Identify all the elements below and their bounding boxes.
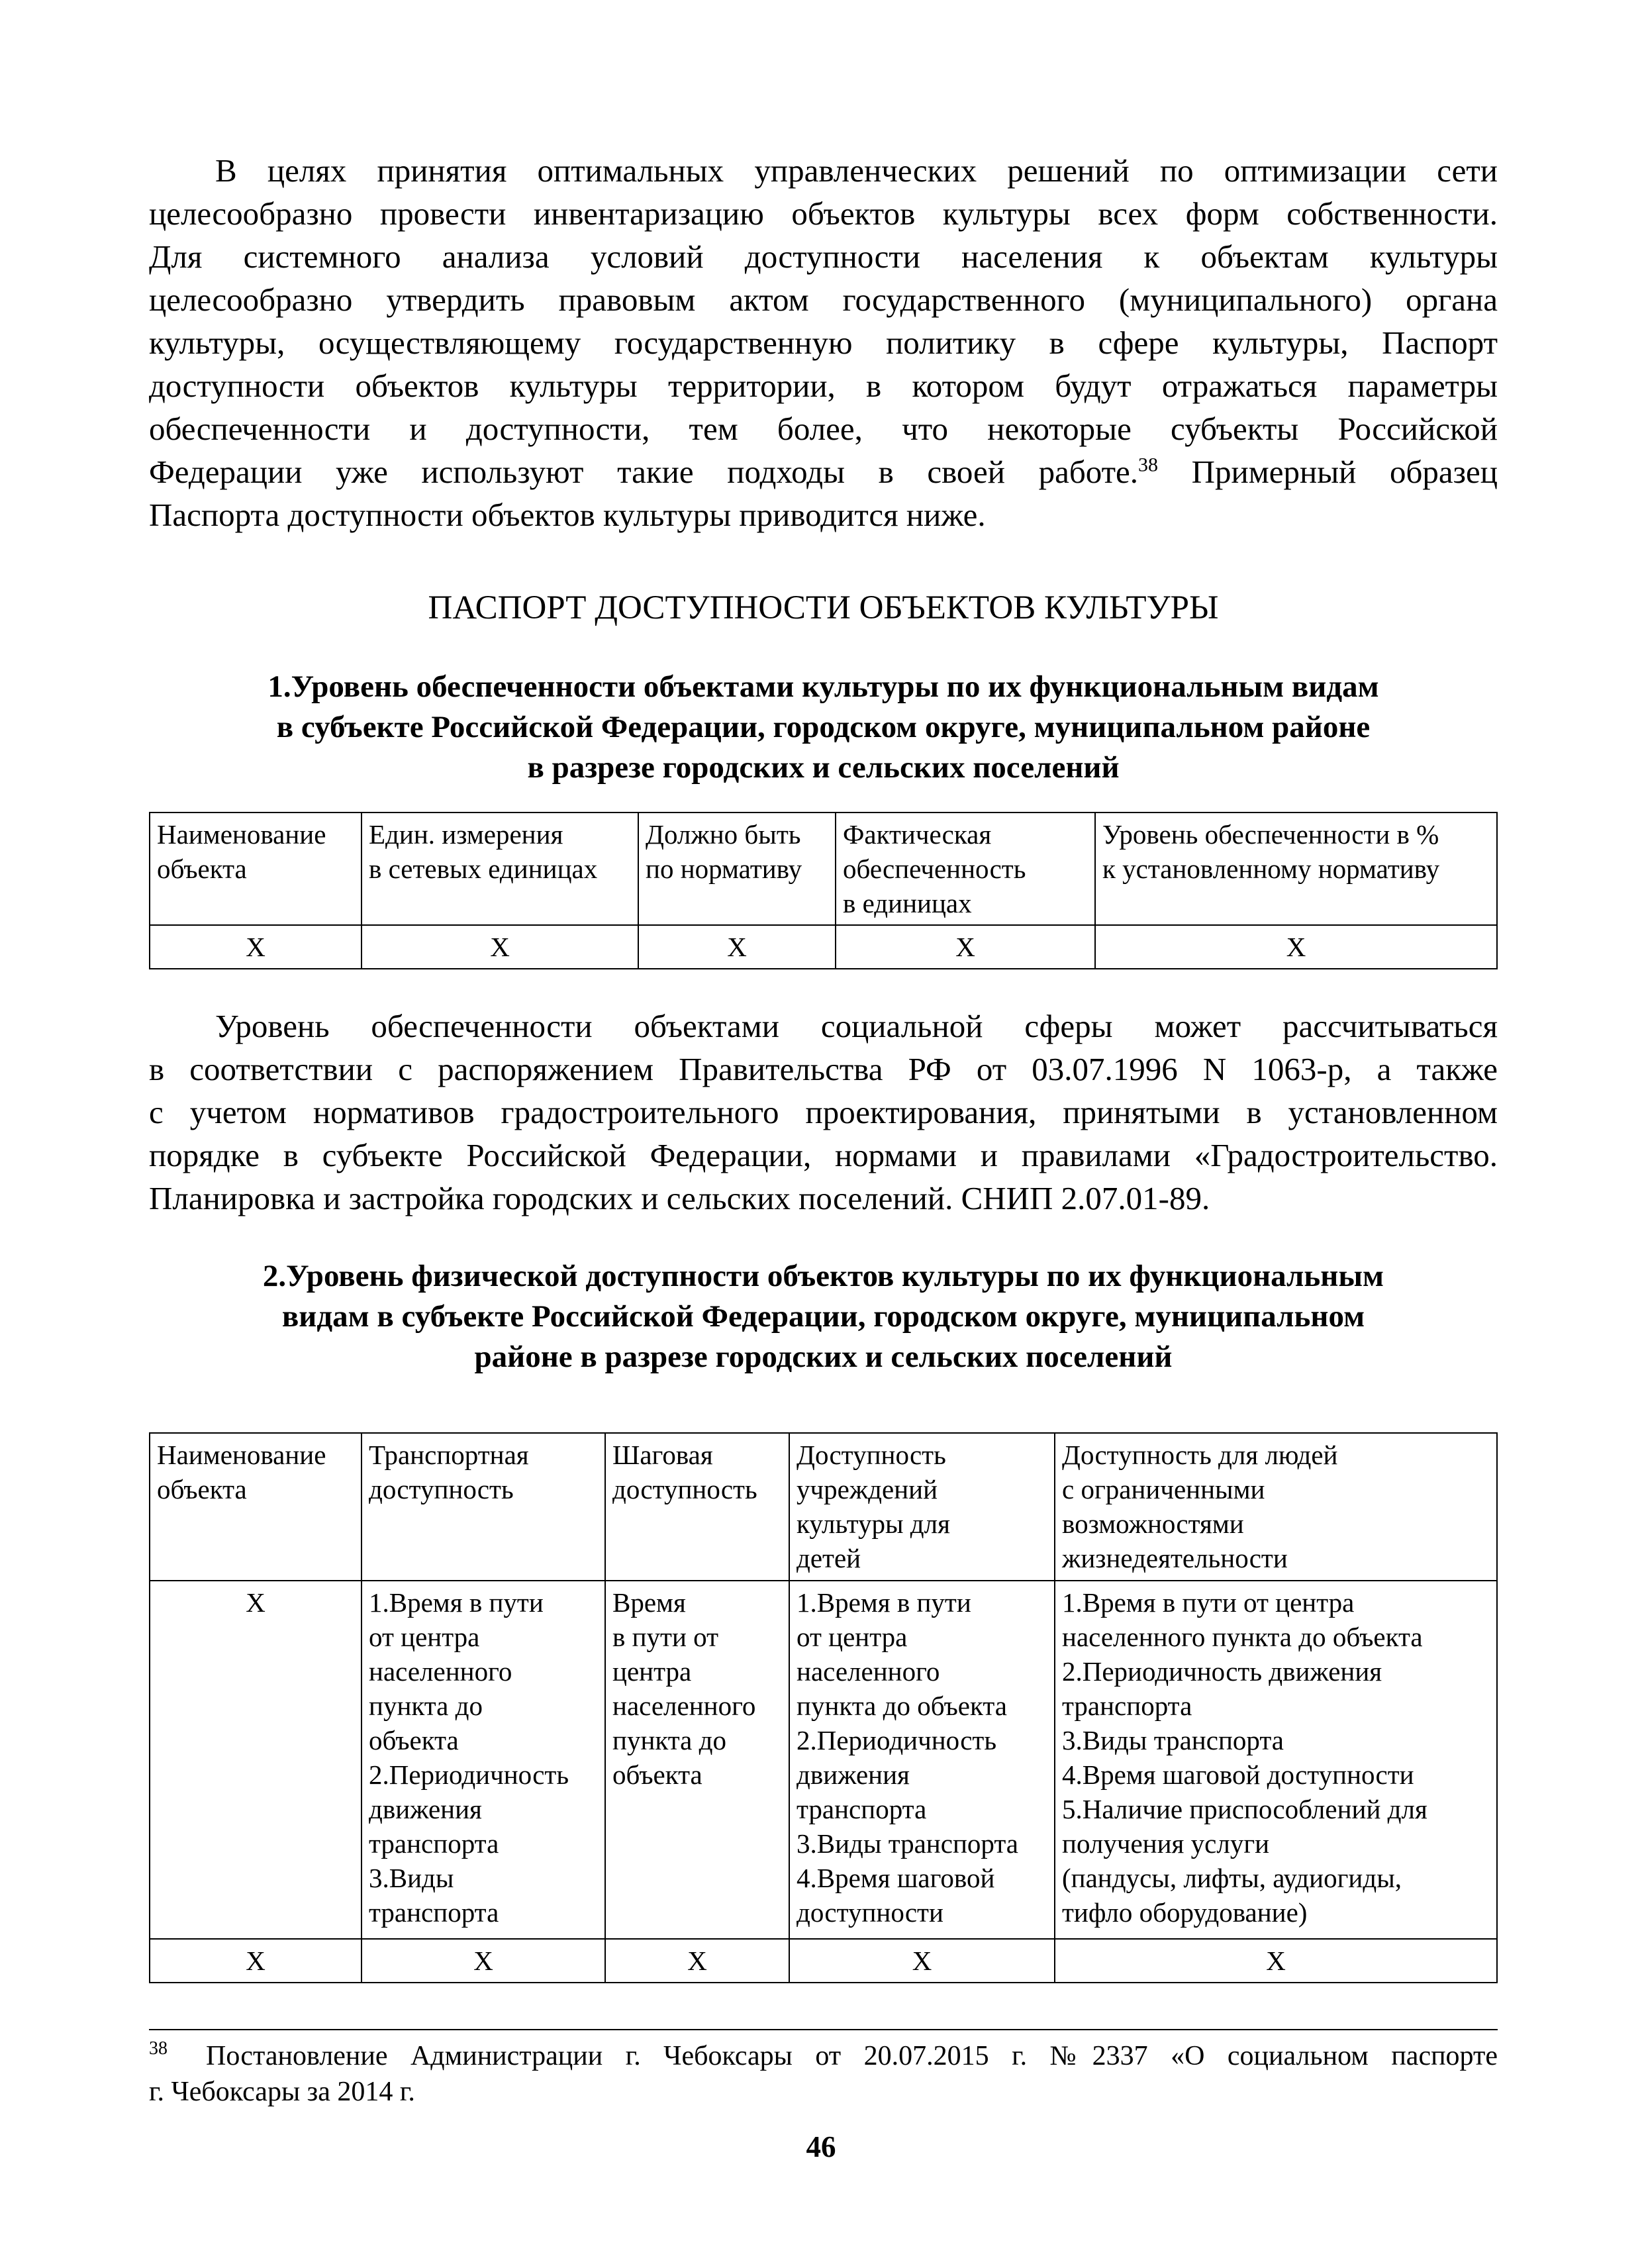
table-cell: X: [362, 1939, 605, 1983]
header-cell: [605, 1433, 789, 1581]
table-cell: X: [1095, 925, 1497, 969]
cell-text-line: 5.Наличие приспособлений для: [1062, 1794, 1427, 1824]
heading-line: видам в субъекте Российской Федерации, городском округе, муниципальном: [281, 1299, 1365, 1334]
cell-text-line: 2.Периодичность: [797, 1725, 997, 1755]
table-cell: X: [1055, 1939, 1497, 1983]
cell-text-line: возможностями: [1062, 1508, 1244, 1539]
footnote-line: г. Чебоксары за 2014 г.: [149, 2077, 415, 2107]
cell-text-line: Шаговая: [612, 1440, 713, 1470]
cell-text-line: населенного пункта до объекта: [1062, 1622, 1423, 1652]
text-line: В целях принятия оптимальных управленческих решений по оптимизации сети: [215, 152, 1498, 189]
cell-text-line: Фактическая: [843, 819, 992, 850]
cell-text-line: 1.Время в пути от центра: [1062, 1587, 1355, 1618]
text-line: обеспеченности и доступности, тем более, что некоторые субъекты Российской: [149, 411, 1498, 447]
cell-text-line: объекта: [369, 1725, 459, 1755]
cell-text-line: объекта: [157, 854, 247, 884]
text-line: [149, 450, 1498, 493]
cell-text-line: Время: [612, 1587, 686, 1618]
cell-text-line: пункта до объекта: [797, 1691, 1007, 1721]
text-line: в соответствии с распоряжением Правительства РФ от 03.07.1996 N 1063-р, а также: [149, 1051, 1498, 1087]
table-row: [150, 1939, 1497, 1983]
table-cell: [1055, 1581, 1497, 1939]
cell-text-line: культуры для: [797, 1508, 950, 1539]
table-cell: X: [150, 1939, 362, 1983]
cell-text-line: к установленному нормативу: [1102, 854, 1440, 884]
accessibility-table: [149, 1432, 1498, 1983]
header-cell: [836, 813, 1095, 925]
table-cell: [605, 1581, 789, 1939]
cell-text-line: получения услуги: [1062, 1828, 1270, 1859]
text-line: Планировка и застройка городских и сельских поселений. СНИП 2.07.01-89.: [149, 1180, 1210, 1216]
cell-text-line: Наименование: [157, 819, 326, 850]
cell-text-line: 1.Время в пути: [369, 1587, 544, 1618]
text-line: Уровень обеспеченности объектами социальной сферы может рассчитываться: [215, 1008, 1498, 1044]
table-cell: X: [150, 925, 362, 969]
table-header-row: [150, 1433, 1497, 1581]
header-cell: [150, 1433, 362, 1581]
cell-text-line: 2.Периодичность: [369, 1759, 569, 1790]
heading-line: районе в разрезе городских и сельских поселений: [474, 1340, 1173, 1374]
text-fragment: Федерации уже используют такие подходы в своей работе.: [149, 454, 1139, 490]
heading-line: в субъекте Российской Федерации, городском округе, муниципальном районе: [276, 710, 1371, 744]
cell-text-line: населенного: [612, 1691, 756, 1721]
cell-text-line: населенного: [797, 1656, 940, 1687]
cell-text-line: детей: [797, 1543, 861, 1573]
footnote-line: Постановление Администрации г. Чебоксары от 20.07.2015 г. №2337 «О социальном паспорте: [206, 2041, 1498, 2071]
cell-text-line: объекта: [612, 1759, 702, 1790]
header-cell: [1055, 1433, 1497, 1581]
text-line: Паспорта доступности объектов культуры приводится ниже.: [149, 497, 986, 533]
table-cell: X: [836, 925, 1095, 969]
cell-text-line: с ограниченными: [1062, 1474, 1265, 1504]
cell-text-line: доступность: [369, 1474, 514, 1504]
cell-text-line: транспорта: [1062, 1691, 1192, 1721]
cell-text-line: пункта до: [612, 1725, 726, 1755]
cell-text-line: Наименование: [157, 1440, 326, 1470]
header-cell: [1095, 813, 1497, 925]
cell-text-line: 3.Виды: [369, 1863, 454, 1893]
cell-text-line: по нормативу: [646, 854, 802, 884]
footnote-reference[interactable]: 38: [1138, 454, 1159, 476]
cell-text-line: пункта до: [369, 1691, 483, 1721]
section1-heading: [149, 667, 1498, 788]
heading-line: 2.Уровень физической доступности объектов культуры по их функциональным: [262, 1259, 1384, 1293]
cell-text-line: движения: [797, 1759, 910, 1790]
footnote: 38 Постановление Администрации г. Чебоксары от 20.07.2015 г. №2337 «О социальном паспорте г. Чебоксары за 2014 г.: [149, 2038, 1498, 2110]
heading-line: в разрезе городских и сельских поселений: [527, 750, 1120, 785]
cell-text-line: 2.Периодичность движения: [1062, 1656, 1382, 1687]
text-line: целесообразно утвердить правовым актом государственного (муниципального) органа: [149, 281, 1498, 318]
text-line: доступности объектов культуры территории, в котором будут отражаться параметры: [149, 368, 1498, 404]
text-line: целесообразно провести инвентаризацию объектов культуры всех форм собственности.: [149, 195, 1498, 232]
cell-text-line: Должно быть: [646, 819, 801, 850]
cell-text-line: тифло оборудование): [1062, 1897, 1308, 1928]
cell-text-line: 4.Время шаговой доступности: [1062, 1759, 1414, 1790]
cell-text-line: обеспеченность: [843, 854, 1026, 884]
table-row: [150, 1581, 1497, 1939]
cell-text-line: (пандусы, лифты, аудиогиды,: [1062, 1863, 1402, 1893]
table-cell: [789, 1581, 1055, 1939]
footnote-divider: [149, 2029, 1498, 2030]
cell-text-line: от центра: [797, 1622, 908, 1652]
text-line: Для системного анализа условий доступности населения к объектам культуры: [149, 238, 1498, 275]
cell-text-line: 3.Виды транспорта: [1062, 1725, 1284, 1755]
cell-text-line: учреждений: [797, 1474, 938, 1504]
cell-text-line: транспорта: [797, 1794, 927, 1824]
text-fragment: Примерный образец: [1158, 454, 1498, 490]
header-cell: [638, 813, 836, 925]
cell-text-line: центра: [612, 1656, 692, 1687]
cell-text-line: 4.Время шаговой: [797, 1863, 995, 1893]
header-cell: [362, 813, 638, 925]
page-number: 46: [806, 2130, 836, 2163]
section2-heading: [149, 1256, 1498, 1377]
cell-text-line: транспорта: [369, 1828, 499, 1859]
table-cell: X: [605, 1939, 789, 1983]
table-cell: X: [362, 925, 638, 969]
cell-text-line: доступности: [797, 1897, 943, 1928]
cell-text-line: 1.Время в пути: [797, 1587, 971, 1618]
provision-paragraph: [149, 1005, 1498, 1220]
header-cell: [362, 1433, 605, 1581]
text-line: с учетом нормативов градостроительного проектирования, принятыми в установленном: [149, 1094, 1498, 1130]
cell-text-line: жизнедеятельности: [1062, 1543, 1288, 1573]
table-cell: X: [638, 925, 836, 969]
text-line: порядке в субъекте Российской Федерации, нормами и правилами «Градостроительство.: [149, 1137, 1498, 1173]
cell-text-line: в сетевых единицах: [369, 854, 598, 884]
cell-text-line: в единицах: [843, 888, 972, 918]
cell-text-line: от центра: [369, 1622, 480, 1652]
cell-text-line: Транспортная: [369, 1440, 529, 1470]
cell-text-line: движения: [369, 1794, 482, 1824]
cell-text-line: населенного: [369, 1656, 512, 1687]
cell-text-line: Един. измерения: [369, 819, 563, 850]
cell-text-line: Уровень обеспеченности в %: [1102, 819, 1439, 850]
cell-text-line: Доступность: [797, 1440, 946, 1470]
cell-text-line: доступность: [612, 1474, 757, 1504]
table-cell: X: [150, 1581, 362, 1939]
heading-line: 1.Уровень обеспеченности объектами культуры по их функциональным видам: [267, 669, 1379, 704]
cell-text-line: объекта: [157, 1474, 247, 1504]
table-cell: X: [789, 1939, 1055, 1983]
cell-text-line: 3.Виды транспорта: [797, 1828, 1018, 1859]
document-title: ПАСПОРТ ДОСТУПНОСТИ ОБЪЕКТОВ КУЛЬТУРЫ: [428, 589, 1219, 626]
table-row: [150, 925, 1497, 969]
header-cell: [789, 1433, 1055, 1581]
cell-text-line: Доступность для людей: [1062, 1440, 1338, 1470]
provision-table: [149, 812, 1498, 969]
table-cell: [362, 1581, 605, 1939]
intro-paragraph: [149, 149, 1498, 536]
header-cell: [150, 813, 362, 925]
cell-text-line: в пути от: [612, 1622, 719, 1652]
cell-text-line: транспорта: [369, 1897, 499, 1928]
text-line: культуры, осуществляющему государственную политику в сфере культуры, Паспорт: [149, 324, 1498, 361]
table-header-row: [150, 813, 1497, 925]
